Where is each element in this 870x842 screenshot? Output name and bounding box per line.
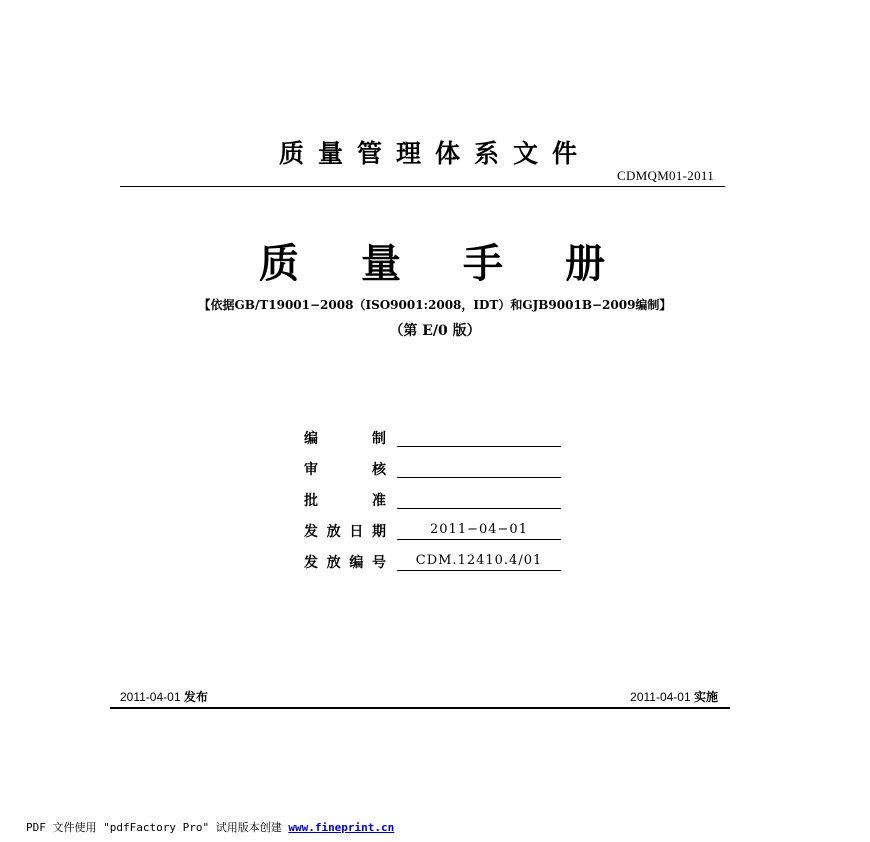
main-title: 质量手册 xyxy=(259,241,667,287)
form-value-line xyxy=(397,428,561,447)
standard-basis: 【依据GB/T19001−2008（ISO9001:2008，IDT）和GJB9001B−2009编制】 xyxy=(198,298,672,312)
effective-word: 实施 xyxy=(693,690,718,704)
effective-date-value: 2011-04-01 xyxy=(630,690,691,704)
form-label: 发放编号 xyxy=(304,555,386,571)
form-value-line: 2011−04−01 xyxy=(397,521,561,540)
edition-label: （第 E/0 版） xyxy=(389,323,481,339)
watermark-text: PDF 文件使用 "pdfFactory Pro" 试用版本创建 xyxy=(26,821,282,834)
form-value-line: CDM.12410.4/01 xyxy=(397,552,561,571)
system-title: 质量管理体系文件 xyxy=(278,139,591,168)
effective-date xyxy=(630,688,718,705)
document-code: CDMQM01-2011 xyxy=(616,168,714,183)
footer-divider xyxy=(110,707,730,709)
form-label: 批 准 xyxy=(304,493,386,509)
title-divider xyxy=(120,186,725,187)
form-value-line xyxy=(397,459,561,478)
pdf-watermark xyxy=(26,819,394,835)
form-label: 审 核 xyxy=(304,462,386,478)
form-label: 编 制 xyxy=(304,431,386,447)
form-value-line xyxy=(397,490,561,509)
publish-word: 发布 xyxy=(183,690,208,704)
publish-date-value: 2011-04-01 xyxy=(120,690,181,704)
publish-date xyxy=(120,688,208,705)
watermark-link[interactable]: www.fineprint.cn xyxy=(288,821,395,834)
form-label: 发放日期 xyxy=(304,524,386,540)
